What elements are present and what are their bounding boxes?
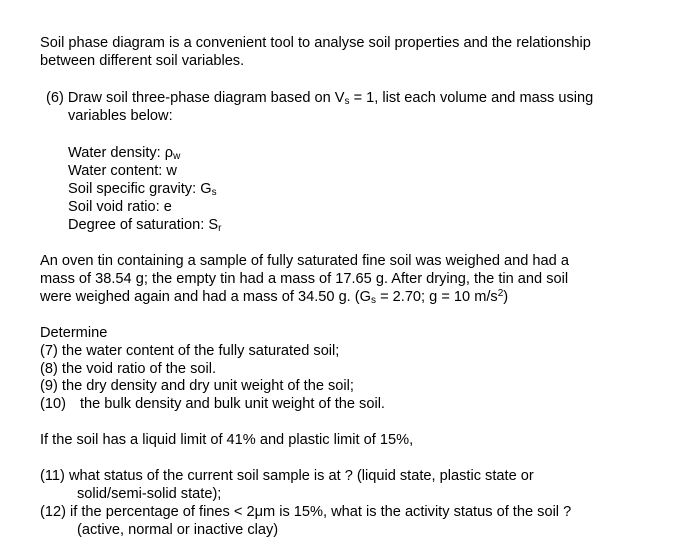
determine-item-9: (9) the dry density and dry unit weight of the soil; xyxy=(40,378,354,394)
limits-statement: If the soil has a liquid limit of 41% and plastic limit of 15%, xyxy=(40,432,414,448)
problem-line-1: An oven tin containing a sample of fully saturated fine soil was weighed and had a xyxy=(40,253,569,269)
q6-line-1: (6) Draw soil three-phase diagram based on $V_s = 1$, list each volume and mass using xyxy=(46,90,594,107)
variable-water-density: Water density: $\rho_w$ xyxy=(68,145,181,162)
q6-line-2: variables below: xyxy=(68,108,173,124)
variable-specific-gravity: Soil specific gravity: $G_s$ xyxy=(68,181,217,198)
intro-line-2: between different soil variables. xyxy=(40,53,245,69)
determine-item-7: (7) the water content of the fully saturated soil; xyxy=(40,343,340,359)
q12-line-1: (12) if the percentage of fines < 2μm is 15%, what is the activity status of the soil ? xyxy=(40,504,572,520)
problem-line-2: mass of 38.54 g; the empty tin had a mass of 17.65 g. After drying, the tin and soil xyxy=(40,271,569,287)
determine-item-8: (8) the void ratio of the soil. xyxy=(40,361,217,377)
determine-item-10: (10) the bulk density and bulk unit weight of the soil. xyxy=(40,396,385,412)
q11-line-2: solid/semi-solid state); xyxy=(77,486,222,502)
q11-line-1: (11) what status of the current soil sample is at ? (liquid state, plastic state or xyxy=(40,468,534,484)
variable-water-content: Water content: w xyxy=(68,163,177,179)
variable-degree-of-saturation: Degree of saturation: $S_r$ xyxy=(68,217,222,234)
q12-line-2: (active, normal or inactive clay) xyxy=(77,522,279,538)
determine-heading: Determine xyxy=(40,325,108,341)
intro-line-1: Soil phase diagram is a convenient tool to analyse soil properties and the relationship xyxy=(40,35,591,51)
variable-void-ratio: Soil void ratio: e xyxy=(68,199,172,215)
problem-line-3: were weighed again and had a mass of 34.50 g. ($G_s = 2.70$; g = 10 $m/s^2$) xyxy=(40,288,509,306)
